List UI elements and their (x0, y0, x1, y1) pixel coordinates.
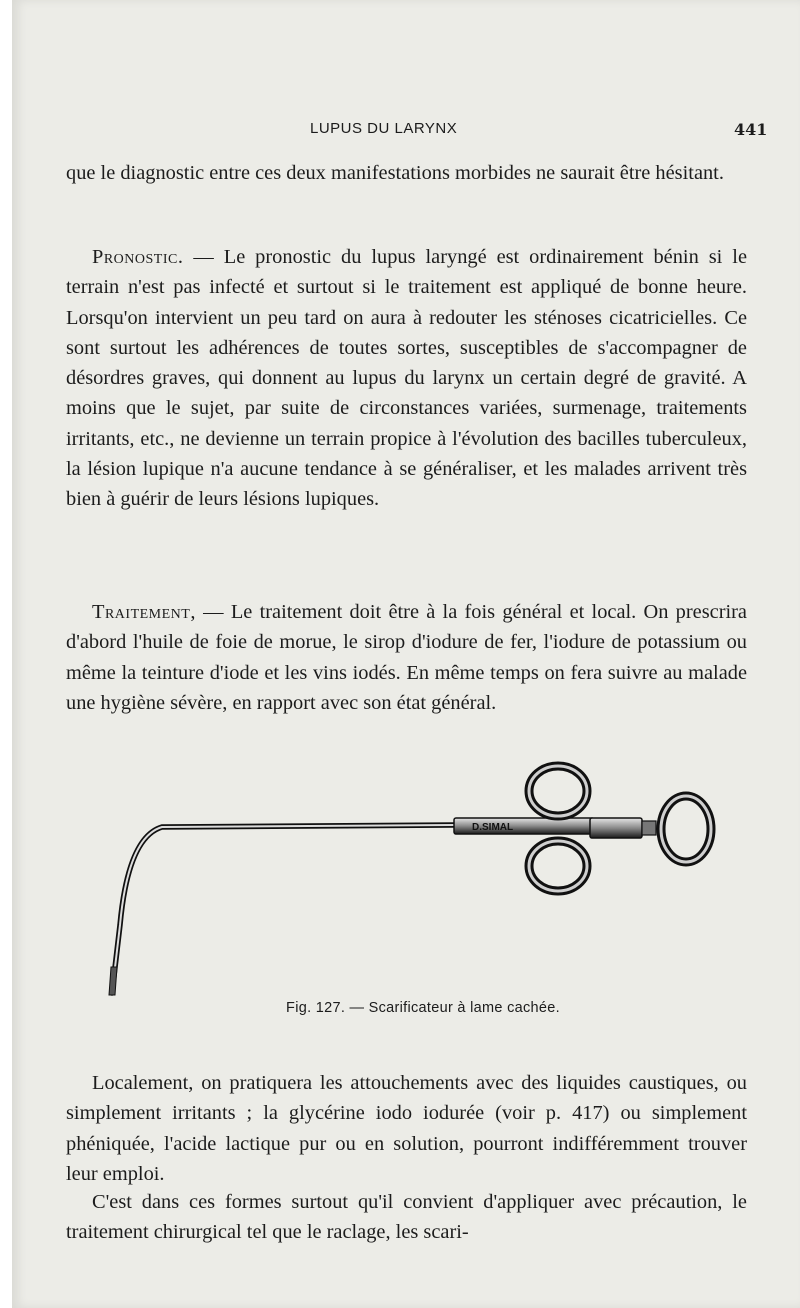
pronostic-text: — Le pronostic du lupus laryngé est ordinairement bénin si le terrain n'est pas infecté et surtout si le traitement est appliqué de bonne heure. Lorsqu'on intervient un peu tard on aura à redouter les sténoses cicatricielles. Ce sont surtout les adhérences de toutes sortes, susceptibles de s'accompagner de désordres graves, qui donnent au lupus du larynx un certain degré de gravité. A moins que le sujet, par suite de circonstances variées, surmenage, traitements irritants, etc., ne devienne un terrain propice à l'évolution des bacilles tuberculeux, la lésion lupique n'a aucune tendance à se généraliser, et les malades arrivent très bien à guérir de leurs lésions lupiques. (66, 246, 747, 511)
figure-scarifier (92, 755, 732, 1005)
section-heading-pronostic: Pronostic. (92, 246, 184, 268)
maker-mark: D.SIMAL (472, 822, 514, 833)
paragraph-continuation: que le diagnostic entre ces deux manifestations morbides ne saurait être hésitant. (66, 162, 724, 184)
shaft (112, 825, 454, 993)
figure-caption: Fig. 127. — Scarificateur à lame cachée. (286, 1000, 560, 1016)
page-number: 441 (734, 120, 768, 139)
traitement-text: — Le traitement doit être à la fois général et local. On prescrira d'abord l'huile de foie de morue, le sirop d'iodure de fer, l'iodure de potassium ou même la teinture d'iode et les vins iodés. En même temps on fera suivre au malade une hygiène sévère, en rapport avec son état général. (66, 601, 747, 714)
paragraph-traitement (66, 597, 747, 718)
paragraph-pronostic (66, 242, 747, 515)
page-header (12, 120, 800, 144)
scarifier-illustration (92, 755, 732, 1005)
running-title: LUPUS DU LARYNX (310, 120, 458, 137)
paragraph-localement: Localement, on pratiquera les attouchements avec des liquides caustiques, ou simplement irritants ; la glycérine iodo iodurée (voir p. 417) ou simplement phéniquée, l'acide lactique pur ou en solution, pourront indifféremment trouver leur emploi. (66, 1072, 747, 1185)
paragraph-c-est: C'est dans ces formes surtout qu'il convient d'appliquer avec précaution, le traitement chirurgical tel que le raclage, les scari- (66, 1191, 747, 1244)
book-page (12, 0, 800, 1308)
section-heading-traitement: Traitement, (92, 601, 196, 623)
